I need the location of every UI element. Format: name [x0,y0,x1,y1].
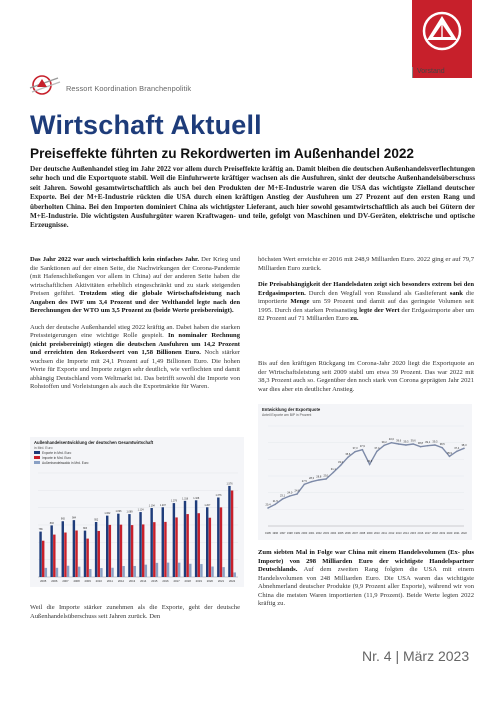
data-label: 1.207 [159,503,166,507]
paragraph-text: Noch stärker wuchsen die Importe mit 24,1 Prozent auf 1,49 Billionen Euro. Die hohen Werte für Exporte und Importe zeigen sehr deutlich, wie verflochten und damit abhängig Deutschland vom Weltmarkt ist. Das betrifft sowohl die Importe von Rohstoffen und Vorleistungen als auch die Exportmärkte für Waren. [30,349,240,390]
bar [178,563,180,577]
paragraph-text: Durch den Wegfall von Russland als Gaslieferant [308,289,450,297]
x-tick-label: 2011 [381,532,387,535]
data-label: 39,6 [410,439,416,443]
bar [117,514,119,577]
bar [111,568,113,577]
right-column-middle [258,360,474,402]
legend-label: Exporte in Mrd. Euro [42,451,72,455]
data-label: 21,5 [272,499,278,503]
paragraph-text: die importierte [258,289,474,305]
data-point [383,445,385,447]
data-point [398,443,400,445]
x-tick-label: 2013 [128,579,136,583]
x-tick-label: 2000 [301,532,308,535]
data-label: 1.096 [115,510,122,514]
article-headline: Preiseffekte führten zu Rekordwerten im Außenhandel 2022 [30,146,414,161]
chart-subtitle: Anteil Exporte am BIP in Prozent [262,413,312,417]
bar [128,514,130,577]
data-label: 1.124 [137,508,144,512]
right-column-bottom [258,549,474,617]
bar [167,563,169,577]
bar [156,563,158,577]
data-label: 24,0 [287,491,293,495]
bar [134,566,136,577]
left-column [30,256,240,400]
data-point [369,464,371,466]
paragraph-text: Auf dem zweiten Rang folgten die USA mit einem Handelsvolumen von 248 Milliarden Euro. Die USA waren das wichtigste Abnehmerland deutscher Produkte (9,9 Prozent aller Exporte), während wir von China die meisten Waren importierten (11,9 Prozent). Beide Werte legten 2022 kräftig zu. [258,566,474,607]
x-tick-label: 2022 [228,579,236,583]
data-point [289,495,291,497]
chart-x-labels [265,531,467,535]
bar [86,539,88,577]
x-tick-label: 1999 [294,532,300,535]
x-tick-label: 2016 [417,532,424,535]
bar [139,512,141,577]
paragraph-text: der Erdgasimporte aber um 82 Prozent auf 71 Milliarden Euro [258,306,474,322]
bar [195,500,197,577]
bar [162,507,164,577]
data-label: 39,3 [403,440,409,444]
bar [200,564,202,577]
x-tick-label: 2017 [424,532,431,535]
paragraph-text: um 59 Prozent und damit auf das geringste Volumen seit 1995. Durch den starken Preisanstieg [258,298,474,314]
data-label: 40,0 [388,438,394,442]
legend-swatch [34,461,40,464]
data-point [333,472,335,474]
x-tick-label: 2018 [184,579,191,583]
x-tick-label: 2017 [173,579,180,583]
paragraph-text: Auch der deutsche Außenhandel stieg 2022 kräftig an. Dabei haben die starken Preissteigerungen eine wichtige Rolle gespielt. [30,323,240,339]
x-tick-label: 2007 [352,532,359,535]
ressort-logo [28,72,62,98]
x-tick-label: 2021 [217,579,225,583]
bar [153,522,155,577]
chart-subtitle: in Mrd. Euro [34,446,53,450]
data-label: 38,3 [461,443,467,447]
data-point [296,493,298,495]
data-point [318,479,320,481]
bar [84,531,86,577]
x-tick-label: 2006 [51,579,58,583]
data-point [412,443,414,445]
data-label: 37,3 [352,447,358,451]
paragraph-bold: Trotzdem stieg die globale Wirtschaftsleistung nach Angaben des IWF um 3,4 Prozent und der Welthandel legte nach den Berechnungen der WTO um 3,5 Prozent zu (beide Werte preisbereinigt). [30,290,240,314]
x-tick-label: 2020 [206,579,214,583]
data-label: 29,1 [323,474,329,478]
data-point [441,447,443,449]
export-quota-chart [258,404,472,540]
data-point [362,449,364,451]
bar [150,508,152,577]
x-tick-label: 2001 [308,532,315,535]
paragraph: Weil die Importe stärker zunehmen als die Exporte, geht der deutsche Außenhandelsüberschuss seit Jahren zurück. Den [30,604,240,620]
x-tick-label: 2016 [162,579,169,583]
bar [184,501,186,577]
bar [120,525,122,577]
data-label: 1.207 [204,503,211,507]
paragraph [30,324,240,392]
data-point [354,451,356,453]
bar [45,568,47,577]
data-point [376,451,378,453]
x-tick-label: 1998 [286,532,293,535]
bar [42,541,44,577]
data-label: 786 [38,528,43,532]
legend-label: Importe in Mrd. Euro [42,456,72,460]
bar [73,520,75,577]
bar [142,524,144,577]
bar [173,503,175,577]
x-tick-label: 2009 [84,579,91,583]
x-tick-label: 2012 [388,532,395,535]
paragraph-bold: Menge [290,298,310,305]
chart-background [258,404,472,540]
x-tick-label: 2015 [151,579,158,583]
bar [189,564,191,577]
data-label: 37,4 [454,446,460,450]
data-label: 39,2 [381,440,387,444]
x-tick-label: 1996 [272,532,279,535]
bar [64,533,66,577]
data-point [420,446,422,448]
data-label: 1.089 [126,510,133,514]
bar [95,522,97,577]
ressort-label: Ressort Koordination Branchenpolitik [66,84,192,93]
legend-label: Außenhandelssaldo in Mrd. Euro [42,461,89,465]
bar [62,521,64,577]
x-tick-label: 2011 [106,579,113,583]
vorstand-label: Vorstand [417,68,445,75]
bar [39,532,41,577]
bar [56,568,58,577]
data-label: 37,9 [359,445,365,449]
data-label: 38,8 [417,442,423,446]
bar [228,486,230,577]
x-tick-label: 2010 [95,579,102,583]
data-label: 1.318 [182,497,189,501]
chart-title: Außenhandelsentwicklung der deutschen Gesamtwirtschaft [34,440,154,445]
bar [234,572,236,577]
x-tick-label: 2005 [337,532,344,535]
x-tick-label: 2019 [439,532,446,535]
x-tick-label: 2002 [315,532,322,535]
legend-swatch [34,456,40,459]
data-label: 952 [94,518,99,522]
bar [175,517,177,577]
masthead-title: Wirtschaft Aktuell [30,110,262,140]
bar [98,531,100,577]
x-tick-label: 2015 [410,532,417,535]
data-point [303,484,305,486]
bar [100,568,102,577]
issue-number: Nr. 4 | März 2023 [362,648,470,664]
x-tick-label: 2019 [195,579,202,583]
paragraph-bold: legte der Wert [359,306,400,314]
data-label: 37,4 [374,446,380,450]
ig-metall-logo [412,0,472,78]
left-column-bottom [30,604,240,629]
bar [209,518,211,577]
right-column [258,256,474,332]
x-tick-label: 2008 [73,579,80,583]
x-tick-label: 2013 [395,532,402,535]
lead-paragraph: Der deutsche Außenhandel stieg im Jahr 2022 vor allem durch Preiseffekte kräftig an. Damit bleiben die deutschen Außenhandelsverflechtungen sehr hoch und die Exportquote stabil. Weil die Einfuhrwerte kräftiger wachsen als die Ausfuhren, sinkt der deutsche Außenhandelsüberschuss seit Jahren. Sowohl gesamtwirtschaftlich als auch bei den Produkten der M+E-Industrie waren die USA das wichtigste Zielland deutscher Exporte. Bei der M+E-Industrie rückten die USA durch einen kräftigen Anstieg der Ausfuhren um 27 Prozent auf den ersten Rang und überholten China. Bei den Importen dominiert China als wichtigster Lieferant, auch hier sowohl gesamtwirtschaftlich als auch bei Gütern der M+E-Industrie. Die wichtigsten Ausfuhrgüter waren Kraftwagen- und teile, gefolgt von Maschinen und DV-Geräten, elektrische und optische Erzeugnisse. [30,165,475,230]
data-point [282,498,284,500]
data-label: 28,3 [309,477,315,481]
data-label: 965 [60,517,65,521]
data-label: 1.576 [226,482,233,486]
data-label: 33,2 [338,460,344,464]
data-label: 1.328 [193,496,200,500]
paragraph-bold: In nominaler Rechnung (nicht preisbereinigt) stiegen die deutschen Ausfuhren um 14,2 Prozent und erreichten den Rekordwert von 1,58 Billionen Euro. [30,332,241,356]
data-label: 39,3 [432,440,438,444]
paragraph [30,256,240,316]
bar [75,530,77,577]
data-label: 38,5 [439,443,445,447]
data-point [340,465,342,467]
bar [222,567,224,577]
data-point [347,457,349,459]
data-label: 1.062 [104,512,111,516]
data-point [427,445,429,447]
chart-title: Entwicklung der Exportquote [262,407,321,412]
data-point [449,456,451,458]
data-point [311,481,313,483]
data-label: 23,1 [279,494,286,498]
bar [211,567,213,577]
data-point [274,504,276,506]
x-tick-label: 1997 [279,532,286,535]
bar [217,497,219,577]
bar [206,507,208,577]
paragraph-bold: Das Jahr 2022 war auch wirtschaftlich kein einfaches Jahr. [30,256,202,263]
paragraph [258,281,474,324]
x-tick-label: 2022 [461,532,467,535]
bar [186,514,188,577]
data-label: 39,6 [396,439,402,443]
bar [106,516,108,577]
bar [164,522,166,577]
data-point [405,444,407,446]
data-label: 984 [71,516,76,520]
data-label: 35,9 [446,451,453,455]
data-label: 27,5 [301,479,307,483]
bar [50,525,52,577]
legend-swatch [34,451,40,454]
bar [67,566,69,577]
paragraph-bold: sank [449,289,463,297]
data-label: 28,8 [316,475,322,479]
x-tick-label: 2009 [366,532,373,535]
bar [89,569,91,577]
x-tick-label: 2018 [432,532,438,535]
x-tick-label: 2003 [323,532,329,535]
paragraph-bold: zu. [350,315,359,322]
bar [220,507,222,577]
x-tick-label: 1995 [265,532,271,535]
data-label: 893 [49,521,54,525]
data-label: 1.279 [170,499,177,503]
x-tick-label: 2014 [403,532,409,535]
data-label: 33,5 [367,459,373,463]
x-tick-label: 2014 [140,579,147,583]
x-tick-label: 2010 [373,532,380,535]
x-tick-label: 2004 [330,532,337,535]
data-point [391,442,393,444]
data-label: 1.376 [215,493,222,497]
data-label: 35,6 [345,452,351,456]
bar [231,491,233,577]
paragraph [258,549,474,609]
data-label: 31,1 [330,467,336,471]
bar [122,566,124,577]
paragraph-bold: Zum siebten Mal in Folge war China mit einem Handelsvolumen (Ex- plus Importe) von 298 Milliarden Euro der wichtigste Handelspartner Deutschlands. [258,549,474,573]
paragraph: höchsten Wert erreichte er 2016 mit 248,9 Milliarden Euro. 2022 ging er auf 79,7 Milliarden Euro zurück. [258,256,474,272]
data-point [434,444,436,446]
x-tick-label: 2021 [453,532,460,535]
bar [131,525,133,577]
data-point [325,478,327,480]
bar [109,525,111,577]
data-point [456,451,458,453]
data-label: 803 [83,527,88,531]
bar [53,535,55,577]
paragraph: Bis auf den kräftigen Rückgang im Corona-Jahr 2020 liegt die Exportquote an der Wirtschaftsleistung seit 2009 stabil um etwa 39 Prozent. Das war 2022 mit 38,3 Prozent auch so. Gegenüber den noch stark von Corona geprägten Jahr 2021 war dies aber ein deutlicher Anstieg. [258,360,474,393]
data-label: 20,4 [265,503,271,507]
bar [145,565,147,577]
x-tick-label: 2012 [117,579,125,583]
data-label: 1.194 [148,504,155,508]
paragraph-bold: Die Preisabhängigkeit der Handelsdaten zeigt sich besonders extrem bei den Erdgasimporten. [258,281,474,297]
data-point [267,507,269,509]
bar [78,567,80,577]
bar [198,513,200,577]
x-tick-label: 2007 [62,579,69,583]
data-label: 39,1 [425,441,431,445]
x-tick-label: 2008 [359,532,366,535]
foreign-trade-chart [30,437,244,587]
x-tick-label: 2020 [446,532,453,535]
x-tick-label: 2006 [344,532,351,535]
data-point [463,448,465,450]
data-label: 24,6 [294,489,300,493]
vorstand-divider [412,67,413,78]
x-tick-label: 2005 [40,579,47,583]
paragraph-text: Der Krieg und die Sanktionen auf der einen Seite, die Nachwirkungen der Corona-Pandemie (mit Hafenschließungen vor allem in China) auf der anderen Seite haben die wirtschaftlichen Aktivitäten erheblich eingeschränkt und zu stark steigenden Preisen geführt. [30,256,240,297]
